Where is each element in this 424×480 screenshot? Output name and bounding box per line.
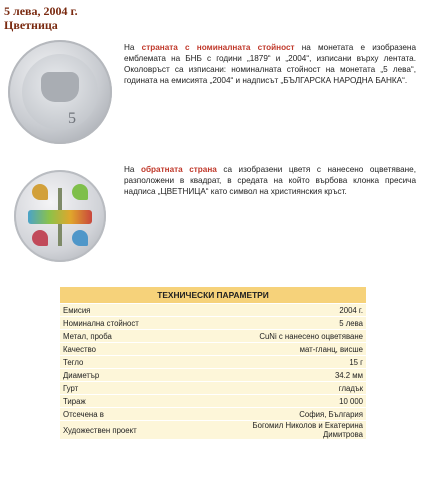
row-value: мат-гланц, висше (210, 343, 366, 356)
row-value: 10 000 (210, 395, 366, 408)
flower-icon (32, 230, 48, 246)
table-row (60, 408, 366, 421)
table-row (60, 421, 366, 440)
table-row (60, 369, 366, 382)
technical-parameters-table (60, 287, 366, 439)
flower-icon (32, 184, 48, 200)
row-value: Богомил Николов и Екатерина Димитрова (210, 421, 366, 440)
flower-icon (72, 184, 88, 200)
table-row (60, 356, 366, 369)
row-value: 5 лева (210, 317, 366, 330)
row-value: 2004 г. (210, 304, 366, 317)
row-label: Номинална стойност (60, 317, 210, 330)
row-value: CuNi с нанесено оцветяване (210, 330, 366, 343)
coin-word-band (28, 210, 92, 224)
page-header (4, 4, 78, 32)
table-row (60, 304, 366, 317)
coin-obverse-image (8, 40, 112, 144)
row-value: 34.2 мм (210, 369, 366, 382)
row-label: Тегло (60, 356, 210, 369)
coin-reverse-image (14, 170, 106, 262)
coin-name: Цветница (4, 18, 58, 32)
bnb-emblem-icon (41, 72, 79, 102)
row-label: Метал, проба (60, 330, 210, 343)
obverse-highlight: страната с номиналната стойност (141, 43, 295, 52)
reverse-text-start: На (124, 165, 141, 174)
table-row (60, 330, 366, 343)
reverse-highlight: обратната страна (141, 165, 217, 174)
reverse-text-rest: са изобразени цветя с нанесено оцветяване, разположени в квадрат, в средата на който върбова клонка пресича надписа „ЦВЕТНИЦА“ като символ на християнския кръст. (124, 165, 416, 196)
table-row (60, 395, 366, 408)
row-value: гладък (210, 382, 366, 395)
obverse-description (124, 42, 416, 86)
table-row (60, 382, 366, 395)
obverse-text-start: На (124, 43, 142, 52)
table-row (60, 317, 366, 330)
row-label: Емисия (60, 304, 210, 317)
coin-denomination: 5 (68, 110, 76, 127)
row-label: Диаметър (60, 369, 210, 382)
row-label: Отсечена в (60, 408, 210, 421)
row-label: Тираж (60, 395, 210, 408)
reverse-description (124, 164, 416, 197)
flower-icon (72, 230, 88, 246)
table-title: ТЕХНИЧЕСКИ ПАРАМЕТРИ (60, 287, 366, 304)
row-value: София, България (210, 408, 366, 421)
row-label: Художествен проект (60, 421, 210, 440)
row-label: Качество (60, 343, 210, 356)
row-label: Гурт (60, 382, 210, 395)
obverse-text-rest: на монетата е изобразена емблемата на БНБ с години „1879“ и „2004“, изписани върху лентата. Околовръст са изписани: номиналната стойност на монетата „5 лева“, годината на емисията „2004“ и надписът „БЪЛГАРСКА НАРОДНА БАНКА“. (124, 43, 416, 85)
coin-title: 5 лева, 2004 г. (4, 4, 78, 18)
row-value: 15 г (210, 356, 366, 369)
table-row (60, 343, 366, 356)
